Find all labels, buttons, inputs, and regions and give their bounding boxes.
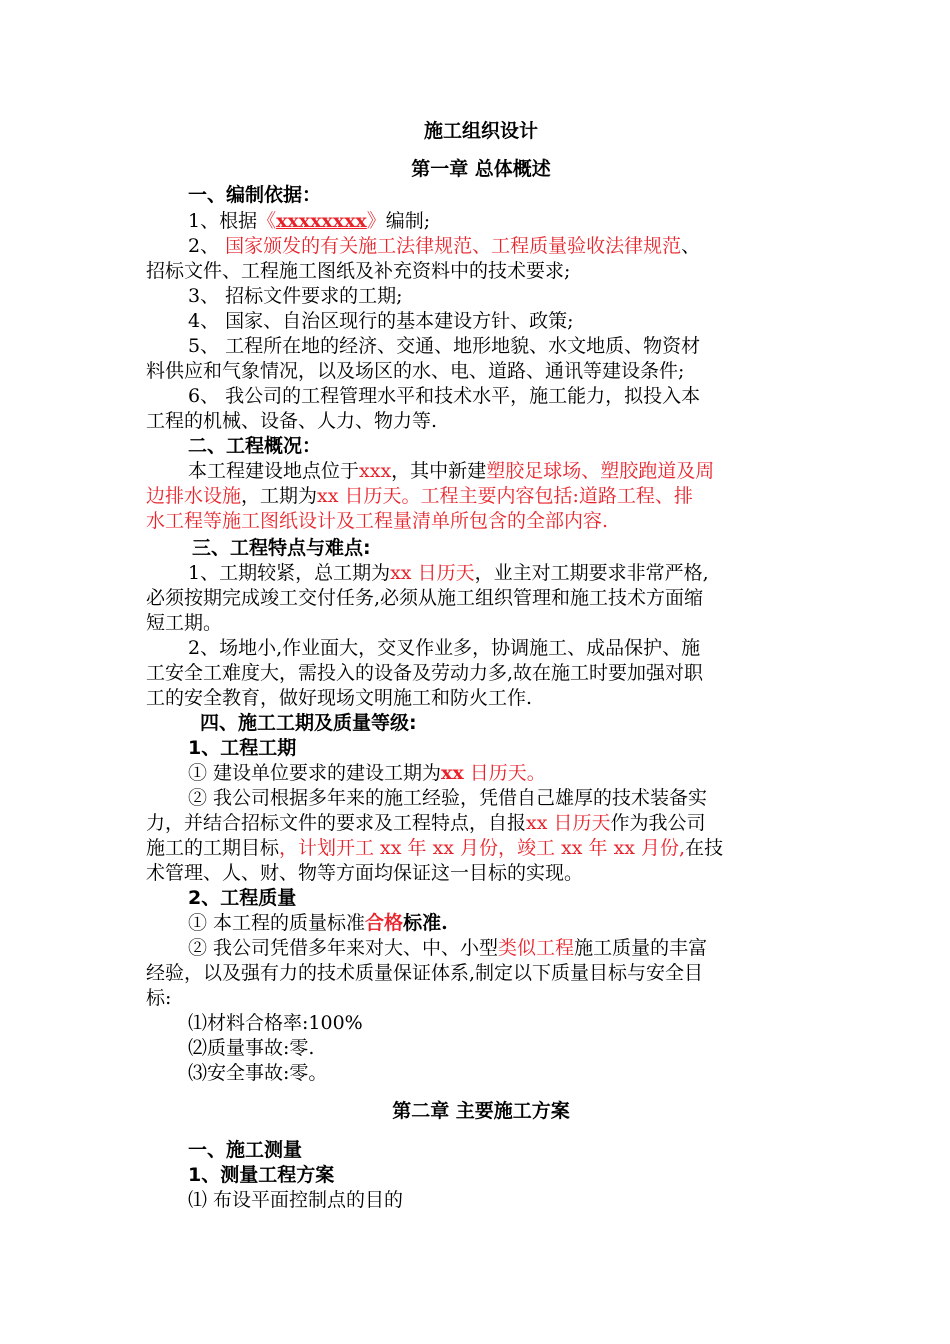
placeholder-name: xxxxxxxx	[276, 210, 367, 232]
text: 》	[366, 210, 386, 232]
highlight-text: xxx	[359, 460, 392, 482]
target-quality-accidents: ⑵质量事故:零.	[188, 1037, 315, 1059]
overview-line-2	[146, 484, 816, 509]
subheading-schedule: 1、工程工期	[188, 737, 297, 759]
basis-item-2-cont: 招标文件、工程施工图纸及补充资料中的技术要求;	[146, 260, 571, 282]
text: 《	[257, 210, 277, 232]
basis-item-5: 5、 工程所在地的经济、交通、地形地貌、水文地质、物资材	[188, 335, 701, 357]
schedule-item-2-line-2	[146, 811, 816, 836]
features-1-line-1	[188, 561, 816, 586]
highlight-text: xx 日历天	[526, 812, 611, 834]
text: ② 我公司凭借多年来对大、中、小型	[188, 937, 499, 959]
text: 1、根据	[188, 210, 258, 232]
quality-item-2-line-2: 经验，以及强有力的技术质量保证体系,制定以下质量目标与安全目	[146, 962, 704, 984]
basis-item-1	[188, 209, 816, 234]
text: 编制;	[385, 210, 431, 232]
schedule-item-2-line-1: ② 我公司根据多年来的施工经验，凭借自己雄厚的技术装备实	[188, 787, 708, 809]
schedule-item-2-line-4: 术管理、人、财、物等方面均保证这一目标的实现。	[146, 862, 584, 884]
text: 1、工期较紧，总工期为	[188, 562, 391, 584]
features-1-line-2: 必须按期完成竣工交付任务,必须从施工组织管理和施工技术方面缩	[146, 587, 704, 609]
basis-item-3: 3、 招标文件要求的工期;	[188, 285, 403, 307]
features-1-line-3: 短工期。	[146, 612, 223, 634]
basis-item-5-cont: 料供应和气象情况，以及场区的水、电、道路、通讯等建设条件;	[146, 360, 685, 382]
text: 本工程建设地点位于	[188, 460, 360, 482]
highlight-text: 国家颁发的有关施工法律规范、工程质量验收法律规范	[225, 235, 682, 257]
highlight-text: ，计划开工 xx 年 xx 月份，竣工 xx 年 xx 月份,	[279, 837, 686, 859]
highlight-text: 日历天。	[463, 762, 546, 784]
features-2-line-2: 工安全工难度大，需投入的设备及劳动力多,故在施工时要加强对职	[146, 662, 704, 684]
features-2-line-3: 工的安全教育，做好现场文明施工和防火工作.	[146, 687, 533, 709]
overview-line-1	[188, 459, 816, 484]
text: 施工质量的丰富	[574, 937, 708, 959]
doc-title: 施工组织设计	[423, 120, 538, 142]
text: 、	[681, 235, 701, 257]
basis-item-6-cont: 工程的机械、设备、人力、物力等.	[146, 410, 438, 432]
highlight-text: 塑胶足球场、塑胶跑道及周	[486, 460, 715, 482]
text: 作为我公司	[610, 812, 706, 834]
overview-line-3: 水工程等施工图纸设计及工程量清单所包含的全部内容.	[146, 510, 609, 532]
quality-item-2-line-3: 标:	[146, 987, 172, 1009]
schedule-item-2-line-3	[146, 836, 816, 861]
section-heading-survey: 一、施工测量	[188, 1139, 303, 1161]
highlight-text: 类似工程	[498, 937, 575, 959]
highlight-text: xx 日历天	[390, 562, 475, 584]
subheading-quality: 2、工程质量	[188, 887, 297, 909]
text: 在技	[685, 837, 724, 859]
text: 2、	[188, 235, 226, 257]
basis-item-2	[188, 234, 816, 259]
text: ① 本工程的质量标准	[188, 912, 366, 934]
chapter-1-title: 第一章 总体概述	[411, 158, 551, 180]
highlight-text: xx	[441, 762, 464, 784]
text: ，工期为	[241, 485, 318, 507]
basis-item-4: 4、 国家、自治区现行的基本建设方针、政策;	[188, 310, 574, 332]
target-safety-accidents: ⑶安全事故:零。	[188, 1062, 328, 1084]
text: ① 建设单位要求的建设工期为	[188, 762, 442, 784]
quality-item-2-line-1	[188, 936, 816, 961]
highlight-text: 边排水设施	[146, 485, 242, 507]
highlight-text: 合格	[365, 912, 404, 934]
text: ，业主对工期要求非常严格,	[474, 562, 709, 584]
chapter-2-title: 第二章 主要施工方案	[392, 1100, 570, 1122]
text: 力，并结合招标文件的要求及工程特点，自报	[146, 812, 527, 834]
subheading-survey-plan: 1、测量工程方案	[188, 1164, 335, 1186]
quality-item-1	[188, 911, 816, 936]
highlight-text: 。工程主要内容包括:道路工程、排	[401, 485, 693, 507]
text: ，其中新建	[391, 460, 487, 482]
section-heading-basis: 一、编制依据：	[188, 184, 322, 206]
section-heading-overview: 二、工程概况：	[188, 435, 322, 457]
section-heading-schedule-quality: 四、施工工期及质量等级:	[200, 712, 417, 734]
schedule-item-1	[188, 761, 816, 786]
text: 施工的工期目标	[146, 837, 280, 859]
survey-plan-item-1: ⑴ 布设平面控制点的目的	[188, 1189, 404, 1211]
section-heading-features: 三、工程特点与难点:	[192, 537, 371, 559]
highlight-text: xx 日历天	[317, 485, 402, 507]
basis-item-6: 6、 我公司的工程管理水平和技术水平，施工能力，拟投入本	[188, 385, 701, 407]
target-material-pass-rate: ⑴材料合格率:100%	[188, 1012, 363, 1034]
text: 标准.	[403, 912, 448, 934]
features-2-line-1: 2、场地小,作业面大，交叉作业多，协调施工、成品保护、施	[188, 637, 701, 659]
